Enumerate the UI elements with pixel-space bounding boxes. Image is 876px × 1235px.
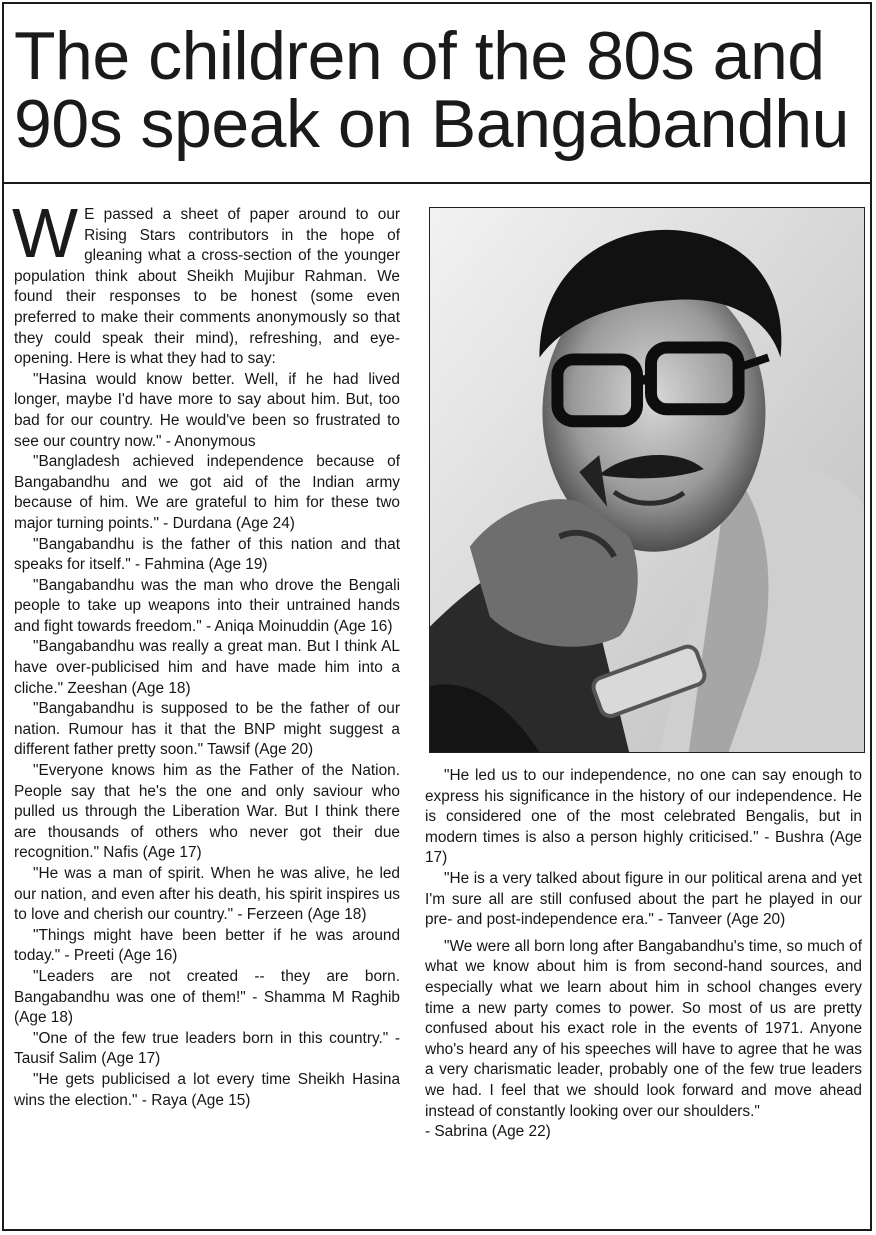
portrait-photo bbox=[429, 207, 865, 753]
quote-paragraph: "He is a very talked about figure in our political arena and yet I'm sure all are still confused about the part he played in our pre- and post-independence era." - Tanveer (Age 20) bbox=[425, 869, 862, 929]
closing-quote: "We were all born long after Bangabandhu's time, so much of what we know about him is from second-hand sources, and especially what we learn about him in school changes every time a new party comes to power. So most of us are pretty confused about his exact role in the events of 1971. Anyone who's heard any of his speeches will have to agree that he was a very charismatic leader, probably one of the few true leaders we had. I feel that we should look forward and move ahead instead of constantly looking over our shoulders." bbox=[425, 937, 862, 1120]
quote-paragraph: "He gets publicised a lot every time Sheikh Hasina wins the election." - Raya (Age 15) bbox=[14, 1070, 400, 1109]
quote-paragraph: "He led us to our independence, no one can say enough to express his significance in the history of our independence. He is considered one of the most celebrated Bengalis, but in modern times is also a person highly criticised." - Bushra (Age 17) bbox=[425, 767, 862, 867]
quote-paragraph: "Bangabandhu is the father of this nation and that speaks for itself." - Fahmina (Age 19) bbox=[14, 535, 400, 574]
quote-paragraph: "Hasina would know better. Well, if he had lived longer, maybe I'd have more to say about him. But, too bad for our country. He would've been so frustrated to see our country now." - Anonymous bbox=[14, 370, 400, 450]
quote-paragraph: "Everyone knows him as the Father of the Nation. People say that he's the one and only saviour who pulled us through the Liberation War. But I think there are thousands of others who never got their due recognition." Nafis (Age 17) bbox=[14, 762, 400, 862]
newspaper-page bbox=[2, 2, 872, 1231]
right-column bbox=[425, 766, 862, 1143]
page-title bbox=[14, 18, 872, 162]
intro-text: E passed a sheet of paper around to our Rising Stars contributors in the hope of gleaning what a cross-section of the younger population think about Sheikh Mujibur Rahman. We found their responses to be honest (some even preferred to make their comments anonymously so that they could speak their mind), refreshing, and eye-opening. Here is what they had to say: bbox=[14, 206, 400, 368]
left-column bbox=[12, 194, 400, 1111]
drop-cap: W bbox=[12, 194, 79, 272]
quote-paragraph: "Bangabandhu was the man who drove the Bengali people to take up weapons into their untrained hands and fight towards freedom." - Aniqa Moinuddin (Age 16) bbox=[14, 576, 400, 635]
headline-divider bbox=[4, 182, 870, 184]
headline-line-1: The children of the 80s and bbox=[14, 18, 825, 94]
quote-paragraph: "Bangladesh achieved independence because of Bangabandhu and we got aid of the Indian army because of him. We are grateful to him for these two major turning points." - Durdana (Age 24) bbox=[14, 453, 400, 532]
quote-paragraph: "Bangabandhu was really a great man. But I think AL have over-publicised him and have made him into a cliche." Zeeshan (Age 18) bbox=[14, 638, 400, 697]
portrait-photo-icon bbox=[430, 208, 864, 752]
quote-paragraph: "Bangabandhu is supposed to be the father of our nation. Rumour has it that the BNP might suggest a different father pretty soon." Tawsif (Age 20) bbox=[14, 700, 400, 759]
quote-paragraph: "Things might have been better if he was around today." - Preeti (Age 16) bbox=[14, 926, 400, 965]
headline-line-2: 90s speak on Bangabandhu bbox=[14, 86, 849, 162]
quote-paragraph: "One of the few true leaders born in this country." - Tausif Salim (Age 17) bbox=[14, 1029, 400, 1068]
quote-paragraph: "Leaders are not created -- they are born. Bangabandhu was one of them!" - Shamma M Raghib (Age 18) bbox=[14, 967, 400, 1027]
closing-attribution: - Sabrina (Age 22) bbox=[425, 1123, 551, 1141]
intro-paragraph bbox=[12, 194, 400, 370]
quote-paragraph: "He was a man of spirit. When he was alive, he led our nation, and even after his death, his spirit inspires us to love and cherish our country." - Ferzeen (Age 18) bbox=[14, 865, 400, 924]
